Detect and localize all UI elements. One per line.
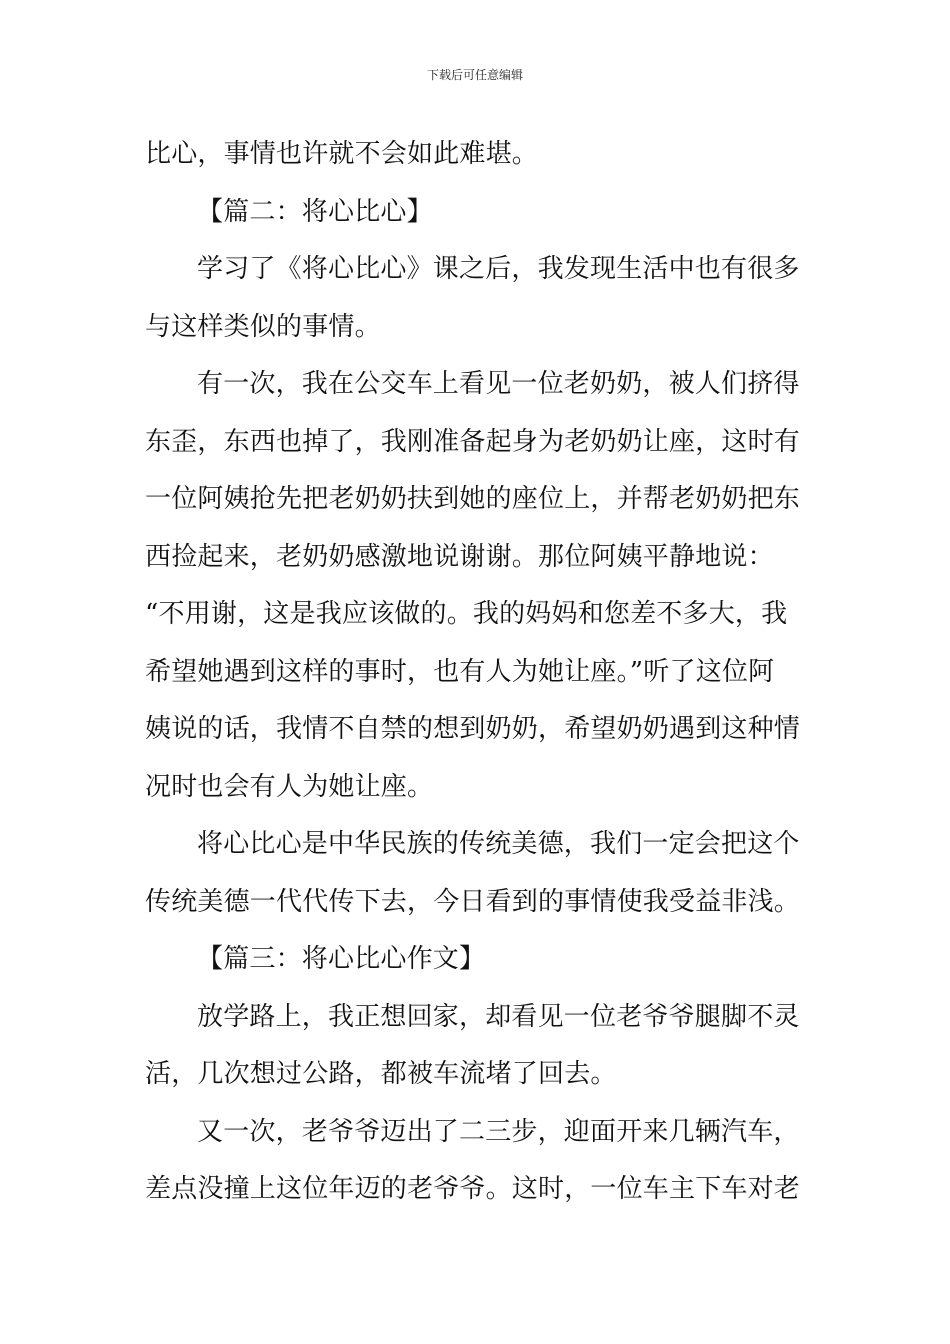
text-line: 差点没撞上这位年迈的老爷爷。这时，一位车主下车对老: [145, 1174, 801, 1204]
text-line: 西捡起来，老奶奶感激地说谢谢。那位阿姨平静地说：: [145, 541, 774, 572]
text-line: 东歪，东西也掉了，我刚准备起身为老奶奶让座，这时有: [145, 426, 801, 457]
text-line: 传统美德一代代传下去，今日看到的事情使我受益非浅。: [145, 886, 801, 917]
text-line: 比心，事情也许就不会如此难堪。: [145, 139, 539, 169]
text-line: 与这样类似的事情。: [145, 311, 381, 342]
text-line: 活，几次想过公路，都被车流堵了回去。: [145, 1059, 617, 1089]
text-line: 又一次，老爷爷迈出了二三步，迎面开来几辆汽车，: [197, 1116, 800, 1147]
text-line: 放学路上，我正想回家，却看见一位老爷爷腿脚不灵: [197, 1001, 800, 1032]
text-line: 况时也会有人为她让座。: [145, 771, 434, 802]
text-line: 有一次，我在公交车上看见一位老奶奶，被人们挤得: [197, 369, 800, 399]
page-header: 下载后可任意编辑: [426, 68, 523, 82]
text-line: 学习了《将心比心》课之后，我发现生活中也有很多: [197, 254, 800, 284]
text-line: 希望她遇到这样的事时，也有人为她让座。”听了这位阿: [145, 656, 775, 687]
section-heading: 【篇二：将心比心】: [197, 196, 433, 227]
section-heading: 【篇三：将心比心作文】: [197, 944, 486, 974]
text-line: 将心比心是中华民族的传统美德，我们一定会把这个: [197, 829, 800, 859]
text-line: “不用谢，这是我应该做的。我的妈妈和您差不多大，我: [145, 599, 788, 629]
document-body: [145, 126, 807, 1219]
text-line: 姨说的话，我情不自禁的想到奶奶，希望奶奶遇到这种情: [145, 714, 801, 744]
text-line: 一位阿姨抢先把老奶奶扶到她的座位上，并帮老奶奶把东: [145, 484, 801, 514]
